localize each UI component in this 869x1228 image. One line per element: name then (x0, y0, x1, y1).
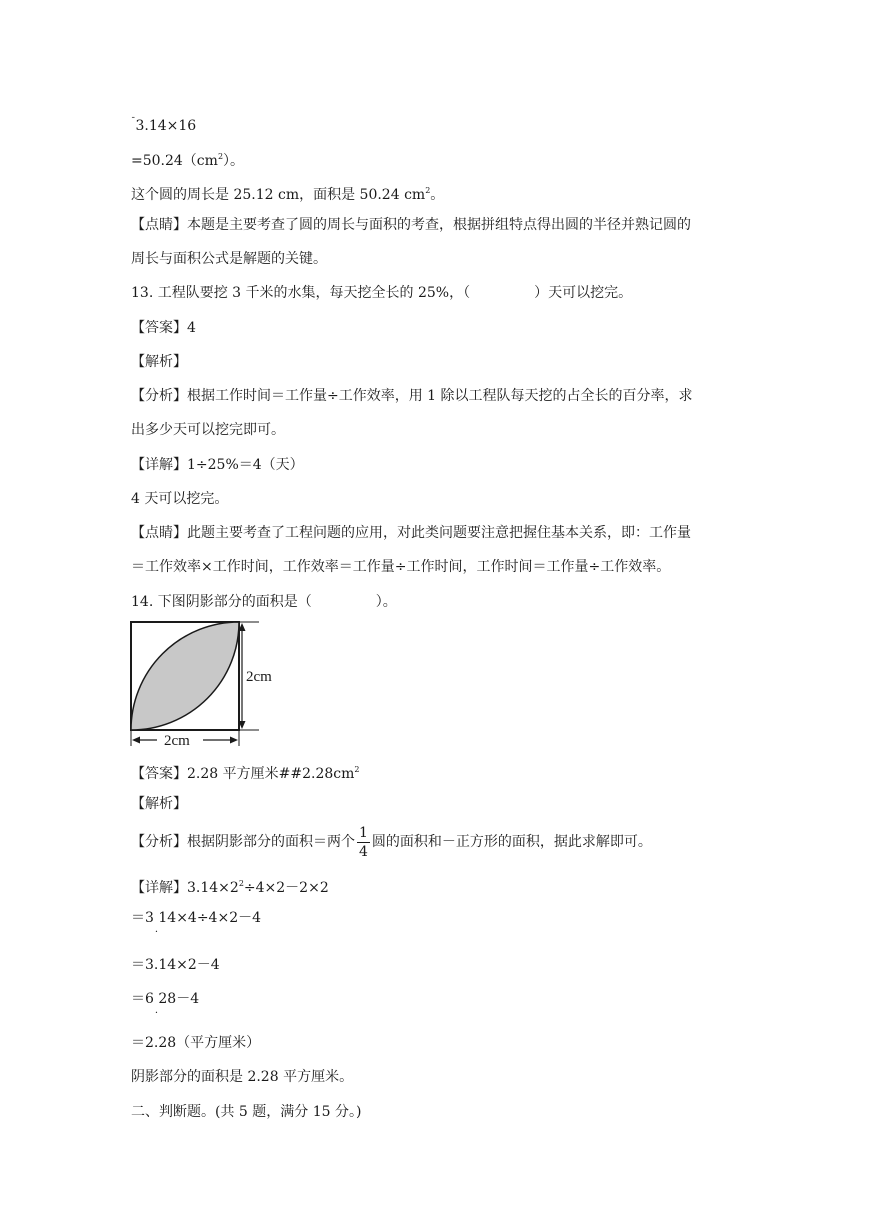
bottom-dimension-label: 2cm (164, 733, 190, 749)
shaded-region (131, 622, 239, 730)
dianjing-12-line-1: 【点睛】本题是主要考查了圆的周长与面积的考查，根据拼组特点得出圆的半径并熟记圆的 (131, 217, 691, 233)
calc-line-1: ¯3.14×16 (131, 117, 197, 134)
jiexi-14: 【解析】 (131, 796, 187, 812)
question-14: 14. 下图阴影部分的面积是（ ）。 (131, 594, 397, 610)
step-2: ＝3.14×2－4 (131, 957, 220, 973)
xiangjie-14: 【详解】$3.14\times 2^2\div 4\times 2-2\times 2$ (131, 879, 329, 896)
jiexi-13: 【解析】 (131, 354, 187, 370)
answer-14: 【答案】2.28 平方厘米$\#\#2.28cm^2$ (131, 765, 360, 782)
question-13: 13. 工程队要挖 3 千米的水集，每天挖全长的 25%，（ ）天可以挖完。 (131, 285, 633, 301)
circle-result: 这个圆的周长是 25.12 cm，面积是 50.24 $cm^2$。 (131, 186, 445, 203)
fenxi-13-line-2: 出多少天可以挖完即可。 (131, 422, 285, 438)
xiangjie-13: 【详解】1÷25%＝4（天） (131, 457, 304, 473)
one-quarter-fraction: $\frac{1}{4}$ (359, 824, 368, 860)
dianjing-13-line-2: ＝工作效率×工作时间，工作效率＝工作量÷工作时间，工作时间＝工作量÷工作效率。 (131, 559, 671, 575)
answer-13: 【答案】4 (131, 320, 196, 336)
dianjing-12-line-2: 周长与面积公式是解题的关键。 (131, 251, 327, 267)
conclusion-14: 阴影部分的面积是 2.28 平方厘米。 (131, 1069, 354, 1085)
bottom-arrow-right (230, 737, 238, 744)
top-mark: ¯ (131, 117, 136, 127)
step-4: ＝2.28（平方厘米） (131, 1035, 261, 1051)
dianjing-13-line-1: 【点睛】此题主要考查了工程问题的应用，对此类问题要注意把握住基本关系，即：工作量 (131, 525, 691, 541)
bottom-arrow-left (132, 737, 140, 744)
fenxi-13-line-1: 【分析】根据工作时间＝工作量÷工作效率，用 1 除以工程队每天挖的占全长的百分率，求 (131, 388, 693, 404)
shaded-leaf-figure (129, 620, 289, 752)
right-dimension-label: 2cm (246, 669, 272, 685)
step-3: ＝6 · 28－4 (131, 991, 200, 1019)
xiangjie-13-line-2: 4 天可以挖完。 (131, 491, 229, 507)
section-2-heading: 二、判断题。(共 5 题，满分 15 分。) (131, 1104, 362, 1120)
step-1: ＝3 · 14×4÷4×2－4 (131, 910, 262, 938)
calc-line-2: $=50.24(cm^2)$。 (131, 152, 245, 169)
fenxi-14: 【分析】根据阴影部分的面积＝两个 $\frac{1}{4}$ 圆的面积和－正方形的面积，据此求解即可。 (131, 824, 652, 860)
